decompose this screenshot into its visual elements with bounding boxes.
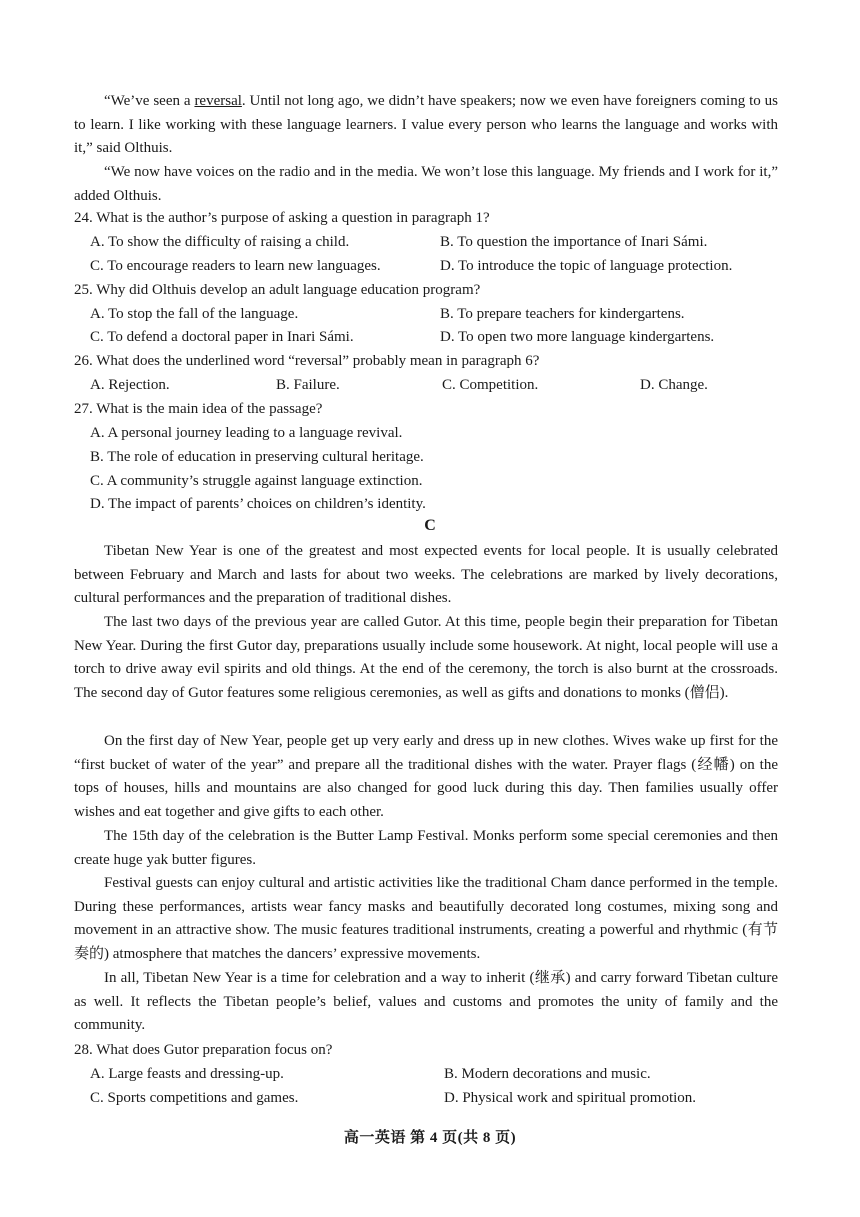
passage-paragraph: On the first day of New Year, people get up very early and dress up in new clothes. Wives wake up first for the “first bucket of water of the year” and prepare all the traditional dishes with the water. Prayer flags (经幡) on the tops of houses, hills and mountains are also changed for good luck during this day. Then families usually offer wishes and eat together and give gifts to each other. xyxy=(74,733,778,820)
option-c: C. A community’s struggle against language extinction. xyxy=(90,473,423,489)
option-b: B. To question the importance of Inari Sámi. xyxy=(440,234,708,250)
passage-paragraph: “We’ve seen a reversal. Until not long ago, we didn’t have speakers; now we even have foreigners coming to us to learn. I like working with these language learners. I value every person who learns the language and works with it,” said Olthuis. xyxy=(74,93,778,157)
option-a: A. Rejection. xyxy=(90,377,170,393)
option-b: B. To prepare teachers for kindergartens. xyxy=(440,306,685,322)
passage-paragraph: The 15th day of the celebration is the Butter Lamp Festival. Monks perform some special ceremonies and then create huge yak butter figures. xyxy=(74,828,778,868)
option-b: B. The role of education in preserving cultural heritage. xyxy=(90,449,424,465)
option-a: A. A personal journey leading to a language revival. xyxy=(90,425,403,441)
passage-paragraph: Tibetan New Year is one of the greatest and most expected events for local people. It is usually celebrated between February and March and lasts for about two weeks. The celebrations are marked by lively decorations, cultural performances and the preparation of traditional dishes. xyxy=(74,543,778,607)
question-stem: 24. What is the author’s purpose of asking a question in paragraph 1? xyxy=(74,210,490,226)
option-c: C. To defend a doctoral paper in Inari Sámi. xyxy=(90,329,354,345)
passage-paragraph: Festival guests can enjoy cultural and artistic activities like the traditional Cham dance performed in the temple. During these performances, artists wear fancy masks and beautifully decorated long costumes, mixing song and movement in an attractive show. The music features traditional instruments, creating a powerful and rhythmic (有节奏的) atmosphere that matches the dancers’ expressive movements. xyxy=(74,875,778,962)
underlined-word: reversal xyxy=(194,93,242,109)
option-b: B. Failure. xyxy=(276,377,340,393)
option-c: C. To encourage readers to learn new languages. xyxy=(90,258,381,274)
page-footer: 高一英语 第 4 页(共 8 页) xyxy=(343,1130,517,1146)
passage-paragraph: The last two days of the previous year are called Gutor. At this time, people begin their preparation for Tibetan New Year. During the first Gutor day, preparations usually include some housework. At night, local people will use a torch to drive away evil spirits and old things. At the end of the ceremony, the torch is also burnt at the crossroads. The second day of Gutor features some religious ceremonies, as well as gifts and donations to monks (僧侣). xyxy=(74,614,778,701)
option-b: B. Modern decorations and music. xyxy=(444,1066,651,1082)
passage-paragraph: In all, Tibetan New Year is a time for celebration and a way to inherit (继承) and carry forward Tibetan culture as well. It reflects the Tibetan people’s belief, values and customs and promotes the unity of family and the community. xyxy=(74,970,778,1034)
question-stem: 26. What does the underlined word “reversal” probably mean in paragraph 6? xyxy=(74,353,540,369)
option-d: D. Change. xyxy=(640,377,708,393)
option-d: D. To open two more language kindergartens. xyxy=(440,329,715,345)
section-heading: C xyxy=(424,517,436,534)
passage-paragraph: “We now have voices on the radio and in the media. We won’t lose this language. My friends and I work for it,” added Olthuis. xyxy=(74,164,778,204)
option-d: D. The impact of parents’ choices on children’s identity. xyxy=(90,496,426,512)
question-stem: 28. What does Gutor preparation focus on? xyxy=(74,1042,333,1058)
option-a: A. To stop the fall of the language. xyxy=(90,306,299,322)
option-a: A. Large feasts and dressing-up. xyxy=(90,1066,284,1082)
question-stem: 27. What is the main idea of the passage? xyxy=(74,401,323,417)
option-c: C. Competition. xyxy=(442,377,539,393)
option-d: D. Physical work and spiritual promotion. xyxy=(444,1090,697,1106)
question-stem: 25. Why did Olthuis develop an adult language education program? xyxy=(74,282,481,298)
option-a: A. To show the difficulty of raising a child. xyxy=(90,234,350,250)
option-c: C. Sports competitions and games. xyxy=(90,1090,299,1106)
option-d: D. To introduce the topic of language protection. xyxy=(440,258,733,274)
